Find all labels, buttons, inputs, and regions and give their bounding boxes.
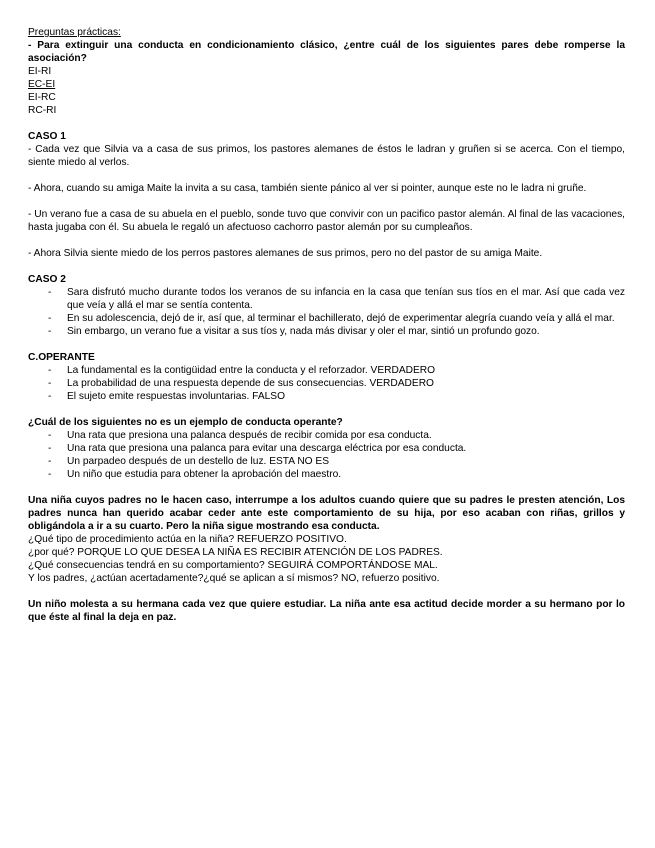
answer-option: EI-RC (28, 92, 56, 103)
list-item: - La probabilidad de una respuesta depende de sus consecuencias. VERDADERO (48, 377, 625, 390)
caso1-paragraph: - Un verano fue a casa de su abuela en el pueblo, sonde tuvo que convivir con un pacifico pastor alemán. Al final de las vacaciones, hasta jugaba con él. Su abuela le regaló un afectuoso cachorro pastor alemán por su cumpleaños. (28, 209, 625, 233)
nina-answer-line: ¿Qué tipo de procedimiento actúa en la niña? REFUERZO POSITIVO. (28, 534, 347, 545)
question-extinction: - Para extinguir una conducta en condicionamiento clásico, ¿entre cuál de los siguientes pares debe romperse la asociación? (28, 40, 625, 64)
operant-question-title: ¿Cuál de los siguientes no es un ejemplo de conducta operante? (28, 417, 343, 428)
caso2-title: CASO 2 (28, 274, 66, 285)
nina-answer-line: ¿Qué consecuencias tendrá en su comportamiento? SEGUIRÁ COMPORTÁNDOSE MAL. (28, 560, 438, 571)
list-item: - Sin embargo, un verano fue a visitar a sus tíos y, nada más divisar y oler el mar, sintió un profundo gozo. (48, 325, 625, 338)
nina-answer-line: Y los padres, ¿actúan acertadamente?¿qué se aplican a sí mismos? NO, refuerzo positivo. (28, 573, 440, 584)
list-item: - Un niño que estudia para obtener la aprobación del maestro. (48, 468, 625, 481)
answer-option: RC-RI (28, 105, 57, 116)
nina-case-statement: Una niña cuyos padres no le hacen caso, interrumpe a los adultos cuando quiere que su padres le presten atención, Los padres nunca han querido acabar ceder ante este comportamiento de su hija, por eso acaban con riñas, grillos y obligándola a ir a su cuarto. Pero la niña sigue mostrando esa conducta. (28, 495, 625, 532)
list-item: - La fundamental es la contigüidad entre la conducta y el reforzador. VERDADERO (48, 364, 625, 377)
caso1-title: CASO 1 (28, 131, 66, 142)
nino-case-statement: Un niño molesta a su hermana cada vez que quiere estudiar. La niña ante esa actitud decide morder a su hermano por lo que éste al final la deja en paz. (28, 599, 625, 623)
list-item: - Un parpadeo después de un destello de luz. ESTA NO ES (48, 455, 625, 468)
answer-option-correct: EC-EI (28, 79, 56, 90)
list-item: - Una rata que presiona una palanca para evitar una descarga eléctrica por esa conducta. (48, 442, 625, 455)
document-page (28, 26, 625, 624)
list-item: - En su adolescencia, dejó de ir, así que, al terminar el bachillerato, dejó de experimentar alegría cuando veía y allá el mar. (48, 312, 625, 325)
list-item: - Sara disfrutó mucho durante todos los veranos de su infancia en la casa que tenían sus tíos en el mar. Así que cada vez que veía y allá el mar se sentía contenta. (48, 286, 625, 312)
caso1-paragraph: - Cada vez que Silvia va a casa de sus primos, los pastores alemanes de éstos le ladran y gruñen si se acerca. Con el tiempo, siente miedo al verlos. (28, 144, 625, 168)
list-item: - Una rata que presiona una palanca después de recibir comida por esa conducta. (48, 429, 625, 442)
nina-answer-line: ¿por qué? PORQUE LO QUE DESEA LA NIÑA ES RECIBIR ATENCIÓN DE LOS PADRES. (28, 547, 443, 558)
caso2-list (28, 286, 625, 338)
caso1-paragraph: - Ahora, cuando su amiga Maite la invita a su casa, también siente pánico al ver si pointer, aunque este no le ladra ni gruñe. (28, 183, 587, 194)
answer-option: EI-RI (28, 66, 52, 77)
coperante-title: C.OPERANTE (28, 352, 95, 363)
caso1-paragraph: - Ahora Silvia siente miedo de los perros pastores alemanes de sus primos, pero no del pastor de su amiga Maite. (28, 248, 543, 259)
list-item: - El sujeto emite respuestas involuntarias. FALSO (48, 390, 625, 403)
section-heading-practical-questions: Preguntas prácticas: (28, 27, 121, 38)
coperante-list (28, 364, 625, 403)
operant-options-list (28, 429, 625, 481)
